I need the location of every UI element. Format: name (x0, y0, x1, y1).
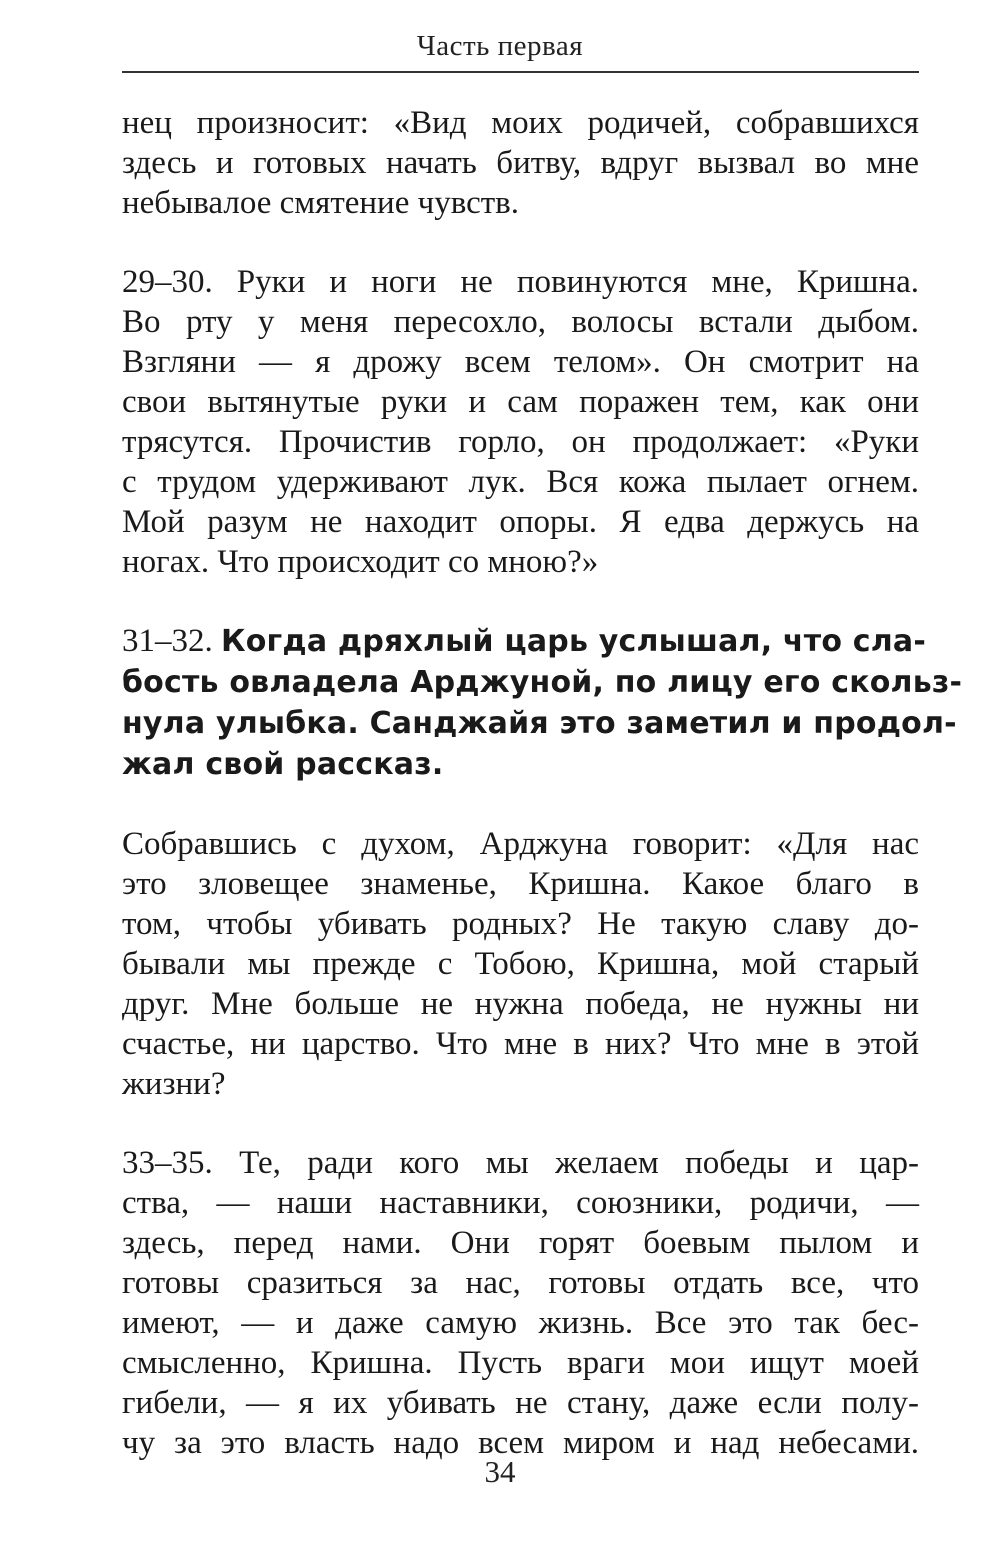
bold-text: бость овладела Арджуной, по лицу его скольз- (122, 665, 963, 700)
text-line (122, 703, 957, 744)
text-line: имеют, — и даже самую жизнь. Все это так бес- (122, 1305, 919, 1341)
text-line: Взгляни — я дрожу всем телом». Он смотрит на (122, 344, 919, 380)
text-line: 29–30. Руки и ноги не повинуются мне, Кришна. (122, 264, 919, 300)
text-line: Мой разум не находит опоры. Я едва держусь на (122, 504, 919, 540)
text-line: счастье, ни царство. Что мне в них? Что мне в этой (122, 1026, 919, 1062)
paragraph-1 (122, 103, 919, 223)
text-line: Во рту у меня пересохло, волосы встали дыбом. (122, 304, 919, 340)
text-line: чу за это власть надо всем миром и над небесами. (122, 1425, 919, 1461)
text-line: готовы сразиться за нас, готовы отдать все, что (122, 1265, 919, 1301)
text-line: ства, — наши наставники, союзники, родичи, — (122, 1185, 919, 1221)
text-line (122, 621, 927, 662)
text-line: смысленно, Кришна. Пусть враги мои ищут моей (122, 1345, 919, 1381)
text-line: Собравшись с духом, Арджуна говорит: «Для нас (122, 826, 919, 862)
text-line: с трудом удерживают лук. Вся кожа пылает огнем. (122, 464, 919, 500)
text-line: жизни? (122, 1066, 226, 1102)
bold-text: Когда дряхлый царь услышал, что сла- (221, 624, 927, 659)
header-rule (122, 71, 919, 73)
paragraph-5 (122, 1143, 919, 1463)
text-line: небывалое смятение чувств. (122, 185, 519, 221)
text-line: это зловещее знаменье, Кришна. Какое благо в (122, 866, 919, 902)
paragraph-2 (122, 262, 919, 582)
running-title: Часть первая (416, 30, 584, 62)
text-line: трясутся. Прочистив горло, он продолжает: «Руки (122, 424, 919, 460)
text-line: здесь, перед нами. Они горят боевым пылом и (122, 1225, 919, 1261)
bold-text: жал свой рассказ. (122, 747, 444, 782)
text-line (122, 662, 963, 703)
text-line: друг. Мне больше не нужна победа, не нужны ни (122, 986, 919, 1022)
paragraph-4 (122, 824, 919, 1104)
paragraph-3-verse (122, 621, 963, 785)
verse-number: 31–32. (122, 623, 213, 659)
text-line: свои вытянутые руки и сам поражен тем, как они (122, 384, 919, 420)
bold-text: нула улыбка. Санджайя это заметил и продол- (122, 706, 957, 741)
text-line: гибели, — я их убивать не стану, даже если полу- (122, 1385, 919, 1421)
text-line: нец произносит: «Вид моих родичей, собравшихся (122, 105, 919, 141)
text-line: ногах. Что происходит со мною?» (122, 544, 599, 580)
page-body (122, 103, 963, 1463)
text-line: здесь и готовых начать битву, вдруг вызвал во мне (122, 145, 919, 181)
text-line (122, 744, 919, 785)
text-line: 33–35. Те, ради кого мы желаем победы и цар- (122, 1145, 919, 1181)
text-line: том, чтобы убивать родных? Не такую славу до- (122, 906, 919, 942)
text-line: бывали мы прежде с Тобою, Кришна, мой старый (122, 946, 919, 982)
page-number: 34 (484, 1454, 516, 1489)
